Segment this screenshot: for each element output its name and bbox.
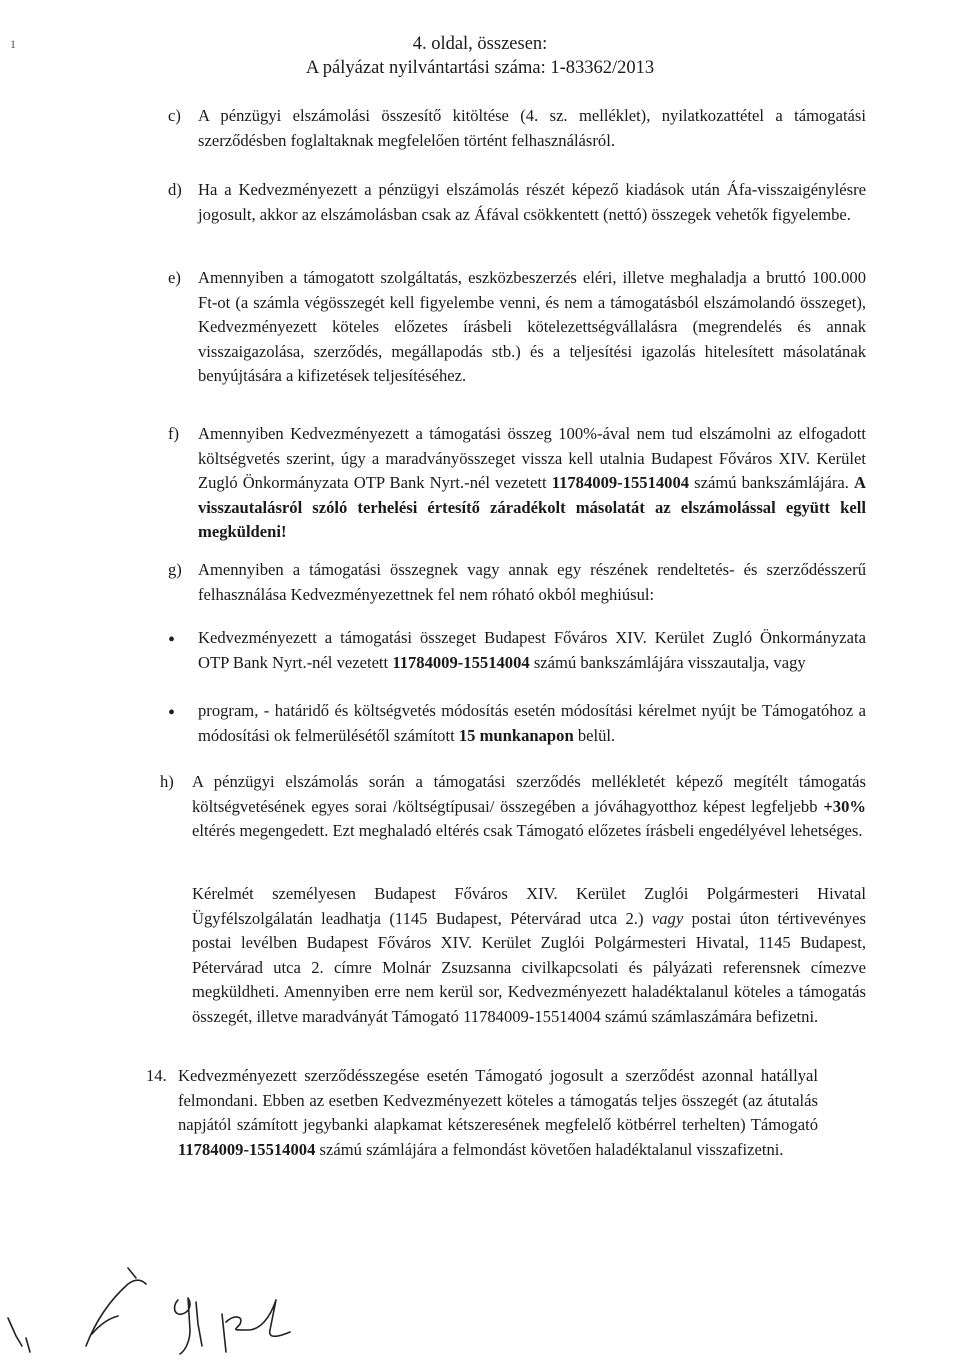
item-g-text xyxy=(198,558,866,607)
item-d-label: d) xyxy=(168,180,182,199)
item-e-text xyxy=(198,266,866,389)
request-post: postai úton tértivevényes postai levélben Budapest Főváros XIV. Kerület Zuglói Polgármesteri Hivatal, 1145 Budapest, Pétervárad utca 2. címre Molnár Zsuzsanna civilkapcsolati és pályázati referensnek címezve megküldheti. Amennyiben erre nem kerül sor, Kedvezményezett haladéktalanul köteles a támogatás összegét, illetve maradványát Támogató 11784009-15514004 számú számlaszámára befizetni. xyxy=(192,908,866,1026)
item-d-text xyxy=(198,178,866,227)
bullet-1-pre: Kedvezményezett a támogatási összeget Budapest Főváros XIV. Kerület Zugló Önkormányzata OTP Bank Nyrt.-nél vezetett xyxy=(198,628,866,672)
section-14-pre: Kedvezményezett szerződésszegése esetén Támogató jogosult a szerződést azonnal hatállyal felmondani. Ebben az esetben Kedvezményezett köteles a támogatás teljes összegét (az átutalás napjától számított jegybanki alapkamat kétszeresének megfelelő kötbérrel terhelten) Támogató xyxy=(178,1066,818,1135)
item-h-label: h) xyxy=(160,772,174,791)
request-pre: Kérelmét személyesen Budapest Főváros XIV. Kerület Zuglói Polgármesteri Hivatal Ügyfélszolgálatán leadhatja (1145 Budapest, Pétervárad utca 2.) xyxy=(192,884,866,928)
item-e-label: e) xyxy=(168,268,181,287)
signature-stroke-4 xyxy=(86,1280,146,1346)
section-14-label: 14. xyxy=(146,1066,167,1085)
bullet-2-symbol: • xyxy=(168,702,176,724)
signature-stroke-3 xyxy=(128,1268,136,1278)
request-text xyxy=(192,882,866,1030)
page-number-line: 4. oldal, összesen: xyxy=(412,34,548,54)
margin-mark: 1 xyxy=(10,37,16,51)
request-italic-vagy: vagy xyxy=(651,908,684,928)
item-c-text xyxy=(198,104,866,153)
bullet-2-paragraph xyxy=(198,699,866,748)
item-c-paragraph: A pénzügyi elszámolási összesítő kitöltése (4. sz. melléklet), nyilatkozattétel a támogatási szerződésben foglaltaknak megfelelően történt felhasználásról. xyxy=(198,106,866,150)
signature-stroke-7 xyxy=(196,1302,202,1346)
item-f-label: f) xyxy=(168,424,180,443)
item-h-percent: +30% xyxy=(823,796,866,816)
item-h-post: eltérés megengedett. Ezt meghaladó eltérés csak Támogató előzetes írásbeli engedélyével lehetséges. xyxy=(192,821,863,841)
bullet-1-account: 11784009-15514004 xyxy=(392,652,530,672)
bullet-1-symbol: • xyxy=(168,629,176,651)
item-f-paragraph xyxy=(198,422,866,545)
bullet-1-post: számú bankszámlájára visszautalja, vagy xyxy=(533,652,806,672)
item-g-bullet-2 xyxy=(198,699,866,748)
item-g-bullet-1 xyxy=(198,626,866,675)
item-f-bold-notice: A visszautalásról szóló terhelési értesítő záradékolt másolatát az elszámolással együtt kell megküldeni! xyxy=(198,473,866,542)
item-f-text2: számú bankszámlájára. xyxy=(694,473,849,493)
bullet-1-paragraph xyxy=(198,626,866,675)
item-h-paragraph xyxy=(192,770,866,844)
item-h-text xyxy=(192,770,866,844)
bullet-2-pre: program, - határidő és költségvetés módosítás esetén módosítási kérelmet nyújt be Támogatóhoz a módosítási ok felmerülésétől számított xyxy=(198,701,866,745)
signature-stroke-1 xyxy=(8,1318,22,1346)
item-d-paragraph: Ha a Kedvezményezett a pénzügyi elszámolás részét képező kiadások után Áfa-visszaigénylésre jogosult, akkor az elszámolásban csak az Áfával csökkentett (nettó) összegek vehetők figyelembe. xyxy=(198,180,866,224)
section-14-text xyxy=(178,1064,818,1162)
bullet-2-deadline: 15 munkanapon xyxy=(458,725,574,745)
section-14-post: számú számlájára a felmondást követően haladéktalanul visszafizetni. xyxy=(319,1139,784,1159)
item-h-pre: A pénzügyi elszámolás során a támogatási szerződés mellékletét képező megítélt támogatás költségvetésének egyes sorai /költségtípusai/ összegében a jóváhagyotthoz képest legfeljebb xyxy=(192,772,866,816)
item-f-text1: Amennyiben Kedvezményezett a támogatási összeg 100%-ával nem tud elszámolni az elfogadott költségvetés szerint, úgy a maradványösszeget vissza kell utalnia Budapest Főváros XIV. Kerület Zugló Önkormányzata OTP Bank Nyrt.-nél vezetett xyxy=(198,424,866,493)
item-g-label: g) xyxy=(168,560,182,579)
registration-number-line: A pályázat nyilvántartási száma: 1-83362/2013 xyxy=(305,58,655,78)
item-c-label: c) xyxy=(168,106,181,125)
request-paragraph xyxy=(192,882,866,1030)
signature-stroke-2 xyxy=(26,1338,30,1352)
item-f-text xyxy=(198,422,866,545)
item-e-paragraph: Amennyiben a támogatott szolgáltatás, eszközbeszerzés eléri, illetve meghaladja a bruttó 100.000 Ft-ot (a számla végösszegét kell figyelembe venni, és nem a támogatásból elszámolandó összeget), Kedvezményezett köteles előzetes írásbeli kötelezettségvállalásra (megrendelés és annak visszaigazolása, szerződés, megállapodás stb.) és a teljesítési igazolás hitelesített másolatának benyújtására a kifizetések teljesítéséhez. xyxy=(198,268,866,386)
signature-stroke-6 xyxy=(175,1298,190,1354)
item-f-account: 11784009-15514004 xyxy=(551,473,690,493)
signature-scribble xyxy=(0,1260,400,1366)
signature-stroke-8 xyxy=(222,1314,226,1352)
signature-stroke-9 xyxy=(226,1300,290,1336)
section-14-account: 11784009-15514004 xyxy=(178,1139,316,1159)
bullet-2-post: belül. xyxy=(577,725,616,745)
section-14-paragraph xyxy=(178,1064,818,1162)
item-g-paragraph: Amennyiben a támogatási összegnek vagy annak egy részének rendeltetés- és szerződésszerű felhasználása Kedvezményezettnek fel nem róható okból meghiúsul: xyxy=(198,560,866,604)
